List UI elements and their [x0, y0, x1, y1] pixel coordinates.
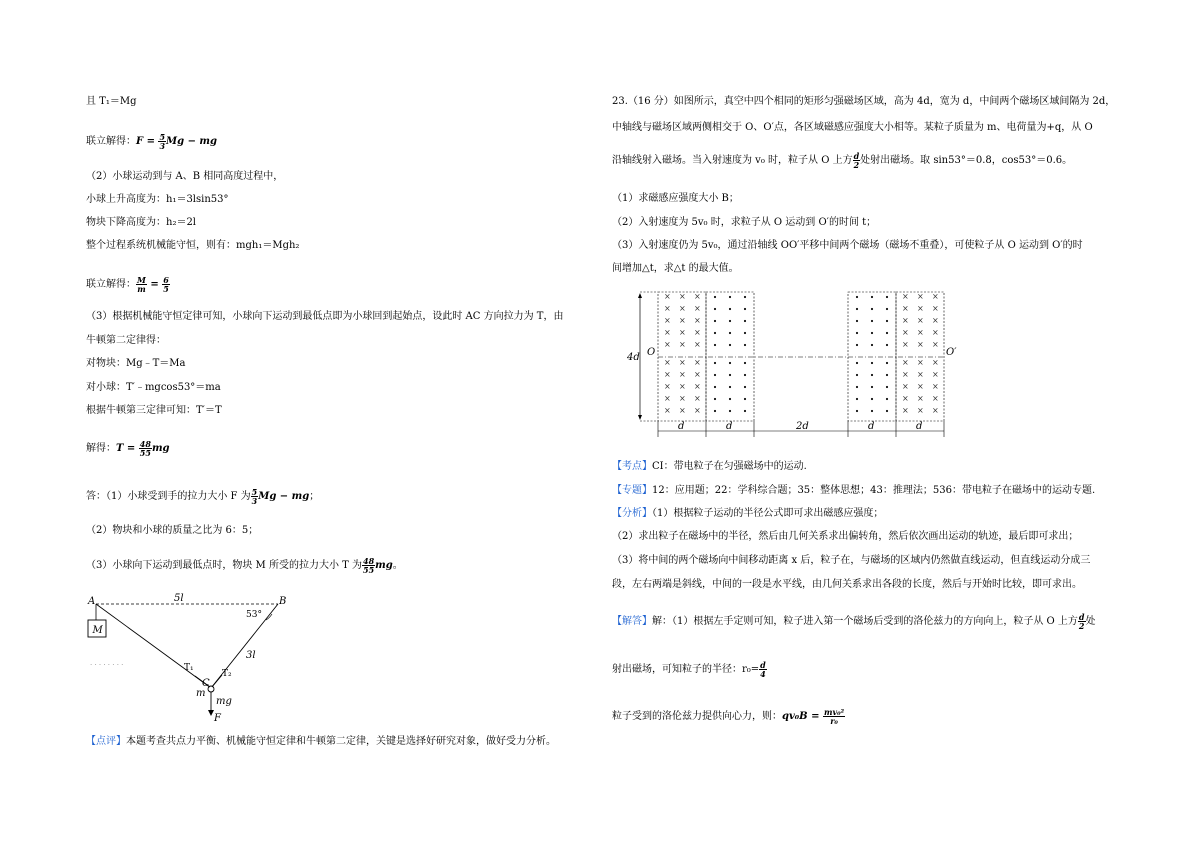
field-out-mark: [871, 398, 873, 400]
field-out-mark: [856, 308, 858, 310]
field-out-mark: [856, 296, 858, 298]
field-out-mark: [871, 332, 873, 334]
text-line: 小球上升高度为：h₁＝3lsin53°: [86, 194, 229, 205]
field-out-mark: [714, 344, 716, 346]
field-into-mark: ×: [902, 316, 909, 325]
field-into-mark: ×: [932, 292, 939, 301]
field-into-mark: ×: [932, 382, 939, 391]
field-out-mark: [729, 332, 731, 334]
field-out-mark: [856, 374, 858, 376]
eq-label: 联立解得：: [86, 136, 136, 147]
field-into-mark: ×: [902, 406, 909, 415]
field-into-mark: ×: [679, 304, 686, 313]
field-out-mark: [744, 362, 746, 364]
field-into-mark: ×: [932, 340, 939, 349]
field-out-mark: [744, 374, 746, 376]
field-out-mark: [729, 386, 731, 388]
field-out-mark: [744, 344, 746, 346]
point-o-label: O: [647, 347, 656, 358]
field-out-mark: [744, 320, 746, 322]
analysis-line: 【分析】（1）根据粒子运动的半径公式即可求出磁感应强度；: [612, 508, 884, 519]
field-out-mark: [886, 308, 888, 310]
field-out-mark: [729, 320, 731, 322]
field-into-mark: ×: [694, 370, 701, 379]
field-out-mark: [729, 344, 731, 346]
eq-rest: Mg − mg: [166, 136, 218, 147]
fraction: $\frac{d}{4}$: [760, 660, 766, 679]
field-out-mark: [729, 374, 731, 376]
field-into-mark: ×: [679, 370, 686, 379]
field-marks: [664, 292, 939, 415]
field-out-mark: [729, 296, 731, 298]
field-into-mark: ×: [917, 304, 924, 313]
field-into-mark: ×: [694, 304, 701, 313]
gap-2d: 2d: [796, 421, 809, 432]
fraction: $\frac{5}{3}$: [159, 132, 166, 151]
field-into-mark: ×: [664, 382, 671, 391]
pulley-figure: [86, 590, 306, 730]
field-into-mark: ×: [694, 328, 701, 337]
t1-label: T₁: [184, 663, 194, 673]
fraction: $\frac{48}{55}$: [139, 439, 151, 458]
field-out-mark: [856, 344, 858, 346]
field-into-mark: ×: [932, 358, 939, 367]
field-out-mark: [871, 308, 873, 310]
field-out-mark: [714, 410, 716, 412]
field-out-mark: [856, 362, 858, 364]
field-out-mark: [856, 332, 858, 334]
field-out-mark: [856, 320, 858, 322]
angle-label: 53°: [246, 610, 262, 620]
field-out-mark: [729, 308, 731, 310]
field-into-mark: ×: [664, 370, 671, 379]
field-into-mark: ×: [902, 358, 909, 367]
field-into-mark: ×: [664, 340, 671, 349]
answer-line: 答：（1）小球受到手的拉力大小 F 为 $\frac{5}{3}$ Mg − mg；: [86, 487, 320, 506]
field-into-mark: ×: [694, 382, 701, 391]
field-into-mark: ×: [917, 328, 924, 337]
answer-line: （2）物块和小球的质量之比为 6：5；: [86, 525, 259, 536]
field-into-mark: ×: [902, 370, 909, 379]
solution-line: 【解答】解：（1）根据左手定则可知，粒子进入第一个磁场后受到的洛伦兹力的方向向上，粒子从 O 上方 $\frac{d}{2}$ 处: [612, 612, 1096, 631]
fraction: $\frac{M}{m}$: [137, 275, 146, 294]
text-line: 物块下降高度为：h₂＝2l: [86, 217, 197, 228]
point-o-prime-label: O′: [946, 347, 957, 358]
string-ac: [96, 604, 211, 688]
field-out-mark: [729, 410, 731, 412]
field-into-mark: ×: [932, 304, 939, 313]
field-into-mark: ×: [679, 406, 686, 415]
field-into-mark: ×: [917, 370, 924, 379]
comment-line: 【点评】本题考查共点力平衡、机械能守恒定律和牛顿第二定律，关键是选择好研究对象，做好受力分析。: [86, 736, 556, 747]
field-out-mark: [886, 320, 888, 322]
question-line: 中轴线与磁场区域两侧相交于 O、O′点，各区域磁感应强度大小相等。某粒子质量为 m、电荷量为+q，从 O: [612, 122, 1093, 133]
analysis-line: 【专题】12：应用题；22：学科综合题；35：整体思想；43：推理法；536：带电粒子在磁场中的运动专题.: [612, 485, 1096, 496]
field-out-mark: [744, 296, 746, 298]
field-into-mark: ×: [694, 292, 701, 301]
mg-label: mg: [216, 696, 232, 707]
field-into-mark: ×: [679, 340, 686, 349]
fenxi-tag: 【分析】: [612, 508, 652, 519]
field-out-mark: [744, 410, 746, 412]
field-out-mark: [871, 386, 873, 388]
kaodian-tag: 【考点】: [612, 461, 652, 472]
height-label: 4d: [627, 352, 640, 363]
field-out-mark: [871, 320, 873, 322]
field-out-mark: [871, 410, 873, 412]
field-out-mark: [714, 296, 716, 298]
question-line: （2）入射速度为 5v₀ 时，求粒子从 O 运动到 O′的时间 t；: [612, 217, 877, 228]
solution-line: 射出磁场，可知粒子的半径：r₀= $\frac{d}{4}$: [612, 660, 766, 679]
question-line: （3）入射速度仍为 5v₀，通过沿轴线 OO′平移中间两个磁场（磁场不重叠），可使粒子从 O 运动到 O′的时: [612, 240, 1083, 251]
field-into-mark: ×: [917, 316, 924, 325]
field-out-mark: [744, 332, 746, 334]
equation-line: [86, 133, 217, 150]
field-into-mark: ×: [902, 328, 909, 337]
answer-line: （3）小球向下运动到最低点时，物块 M 所受的拉力大小 T 为 $\frac{48}{55}$ mg。: [86, 556, 403, 575]
field-into-mark: ×: [902, 382, 909, 391]
fraction: $\frac{48}{55}$: [363, 556, 375, 575]
field-into-mark: ×: [917, 340, 924, 349]
field-out-mark: [856, 410, 858, 412]
field-into-mark: ×: [932, 328, 939, 337]
field-out-mark: [714, 308, 716, 310]
fraction: $\frac{6}{5}$: [163, 275, 169, 294]
text-line: 整个过程系统机械能守恒，则有：mgh₁＝Mgh₂: [86, 240, 300, 251]
t2-label: T₂: [222, 669, 232, 679]
length-3l: 3l: [246, 650, 256, 661]
field-out-mark: [714, 320, 716, 322]
text-line: 对物块：Mg﹣T＝Ma: [86, 358, 186, 369]
field-out-mark: [871, 362, 873, 364]
fraction: $\frac{d}{2}$: [1078, 612, 1085, 631]
point-a-label: A: [88, 596, 96, 607]
eq-label: 解得：: [86, 443, 116, 454]
question-line: 23.（16 分）如图所示，真空中四个相同的矩形匀强磁场区域，高为 4d，宽为 d，中间两个磁场区域间隔为 2d，: [612, 96, 1116, 107]
field-into-mark: ×: [679, 382, 686, 391]
width-d-1: d: [678, 421, 685, 432]
length-5l: 5l: [174, 593, 184, 604]
field-out-mark: [886, 410, 888, 412]
field-region-3: [848, 292, 896, 421]
field-out-mark: [886, 296, 888, 298]
fraction: $\frac{5}{3}$: [251, 487, 258, 506]
field-region-2: [706, 292, 754, 421]
field-into-mark: ×: [679, 358, 686, 367]
field-into-mark: ×: [902, 394, 909, 403]
field-into-mark: ×: [694, 406, 701, 415]
field-out-mark: [714, 362, 716, 364]
field-into-mark: ×: [917, 394, 924, 403]
field-into-mark: ×: [902, 292, 909, 301]
field-out-mark: [744, 398, 746, 400]
t2-arrow: [212, 675, 222, 687]
text-line: （3）根据机械能守恒定律可知，小球向下运动到最低点即为小球回到起始点，设此时 AC 方向拉力为 T，由: [86, 311, 564, 322]
magnetic-field-figure: [620, 285, 960, 445]
field-out-mark: [871, 344, 873, 346]
f-label: F: [214, 713, 221, 724]
field-out-mark: [886, 362, 888, 364]
field-out-mark: [871, 374, 873, 376]
zhuanti-tag: 【专题】: [612, 485, 652, 496]
field-into-mark: ×: [694, 340, 701, 349]
field-into-mark: ×: [664, 316, 671, 325]
field-into-mark: ×: [679, 316, 686, 325]
fraction: $\frac{d}{2}$: [853, 151, 860, 170]
analysis-line: 【考点】CI：带电粒子在匀强磁场中的运动.: [612, 461, 807, 472]
field-into-mark: ×: [664, 304, 671, 313]
svg-text:. . . . . . . .: . . . . . . . .: [90, 659, 124, 667]
field-into-mark: ×: [917, 358, 924, 367]
field-out-mark: [886, 386, 888, 388]
field-into-mark: ×: [917, 382, 924, 391]
text-line: 牛顿第二定律得：: [86, 335, 166, 346]
field-into-mark: ×: [694, 358, 701, 367]
field-into-mark: ×: [932, 370, 939, 379]
field-into-mark: ×: [917, 292, 924, 301]
field-into-mark: ×: [664, 394, 671, 403]
field-into-mark: ×: [664, 328, 671, 337]
field-out-mark: [714, 386, 716, 388]
field-out-mark: [886, 332, 888, 334]
eq-label: 联立解得：: [86, 279, 136, 290]
field-out-mark: [729, 398, 731, 400]
field-out-mark: [856, 398, 858, 400]
field-into-mark: ×: [917, 406, 924, 415]
width-d-2: d: [726, 421, 733, 432]
text-line: 且 T₁＝Mg: [86, 96, 137, 107]
field-into-mark: ×: [932, 394, 939, 403]
width-d-4: d: [916, 421, 923, 432]
analysis-line: 段，左右两端是斜线，中间的一段是水平线，由几何关系求出各段的长度，然后与开始时比较，即可求出。: [612, 579, 1082, 590]
field-out-mark: [744, 308, 746, 310]
block-label: M: [92, 625, 103, 636]
question-line: 沿轴线射入磁场。当入射速度为 v₀ 时，粒子从 O 上方 $\frac{d}{2}$ 处射出磁场。取 sin53°＝0.8，cos53°＝0.6。: [612, 151, 1073, 170]
fraction: $\frac{\text{mv₀²}}{\text{r₀}}$: [823, 707, 845, 726]
field-into-mark: ×: [664, 358, 671, 367]
field-out-mark: [744, 386, 746, 388]
field-into-mark: ×: [902, 304, 909, 313]
text-line: （2）小球运动到与 A、B 相同高度过程中，: [86, 171, 284, 182]
field-into-mark: ×: [902, 340, 909, 349]
field-out-mark: [886, 398, 888, 400]
solution-line: 粒子受到的洛伦兹力提供向心力，则：qv₀B = $\frac{\text{mv₀²}}{\text{r₀}}$: [612, 707, 845, 726]
width-d-3: d: [868, 421, 875, 432]
field-into-mark: ×: [932, 406, 939, 415]
equation-line: 解得：T = $\frac{48}{55}$ mg: [86, 439, 170, 458]
jieda-tag: 【解答】: [612, 616, 652, 627]
point-b-label: B: [279, 596, 287, 607]
comment-tag: 【点评】: [86, 736, 126, 747]
field-out-mark: [886, 344, 888, 346]
field-out-mark: [856, 386, 858, 388]
field-out-mark: [871, 296, 873, 298]
equation-line: 联立解得： $\frac{M}{m}$ = $\frac{6}{5}$: [86, 275, 169, 294]
analysis-line: （2）求出粒子在磁场中的半径，然后由几何关系求出偏转角，然后依次画出运动的轨迹，最后即可求出；: [612, 531, 1079, 542]
field-into-mark: ×: [679, 328, 686, 337]
field-into-mark: ×: [679, 394, 686, 403]
field-into-mark: ×: [694, 394, 701, 403]
eq-lhs: F =: [136, 136, 159, 147]
field-into-mark: ×: [932, 316, 939, 325]
field-into-mark: ×: [694, 316, 701, 325]
field-out-mark: [714, 374, 716, 376]
analysis-line: （3）将中间的两个磁场向中间移动距离 x 后，粒子在，与磁场的区域内仍然做直线运动，但直线运动分成三: [612, 555, 1091, 566]
ball-m-label: m: [196, 688, 206, 699]
field-out-mark: [714, 332, 716, 334]
field-out-mark: [886, 374, 888, 376]
field-into-mark: ×: [664, 406, 671, 415]
field-into-mark: ×: [664, 292, 671, 301]
question-line: 间增加△t，求△t 的最大值。: [612, 263, 739, 274]
text-line: 对小球：T′﹣mgcos53°＝ma: [86, 382, 221, 393]
point-c-label: C: [202, 678, 210, 689]
question-line: （1）求磁感应强度大小 B；: [612, 193, 739, 204]
field-into-mark: ×: [679, 292, 686, 301]
field-out-mark: [729, 362, 731, 364]
field-out-mark: [714, 398, 716, 400]
text-line: 根据牛顿第三定律可知：T′＝T: [86, 405, 222, 416]
